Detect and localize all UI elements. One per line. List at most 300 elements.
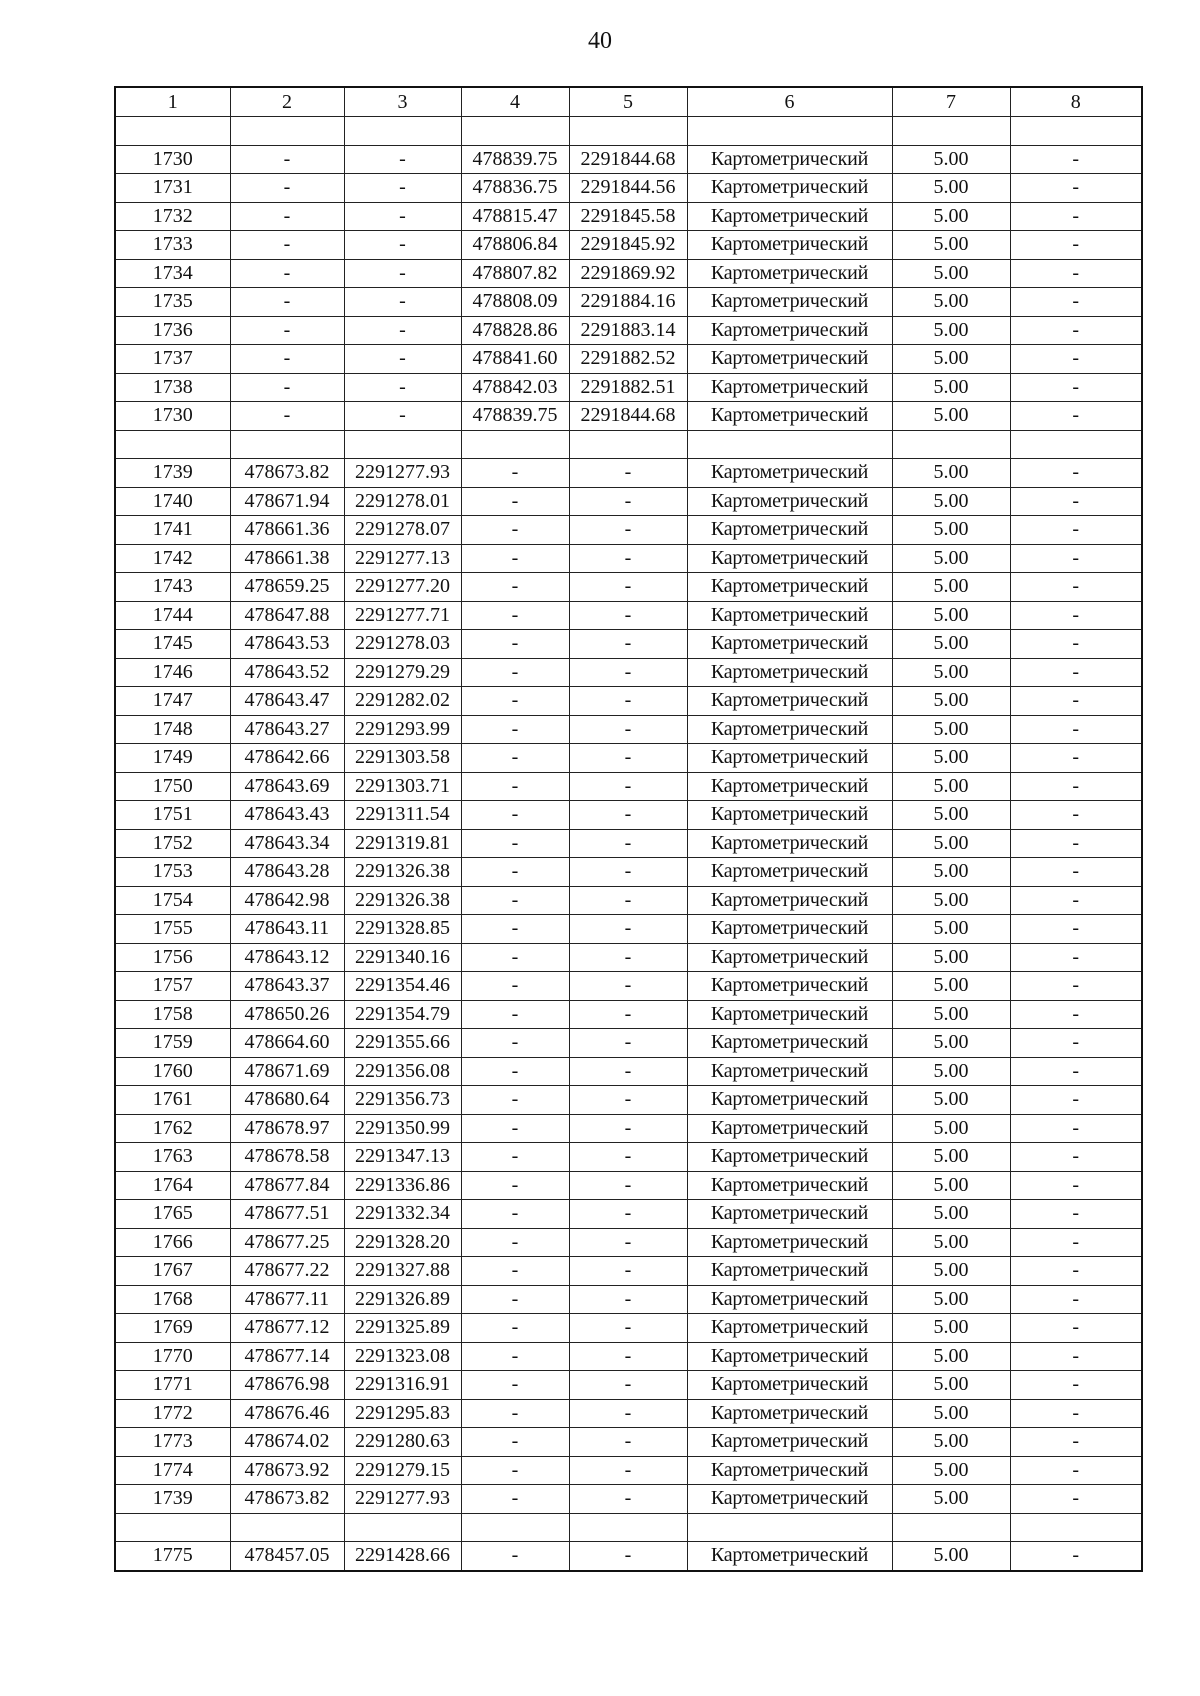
table-cell: 1743 bbox=[115, 573, 230, 602]
table-cell: 1768 bbox=[115, 1285, 230, 1314]
table-cell: 478643.34 bbox=[230, 829, 344, 858]
table-row bbox=[115, 1485, 1142, 1514]
table-cell: 1732 bbox=[115, 202, 230, 231]
table-cell: - bbox=[1010, 1542, 1142, 1571]
table-cell: 478659.25 bbox=[230, 573, 344, 602]
table-cell: 1747 bbox=[115, 687, 230, 716]
empty-cell bbox=[569, 117, 687, 146]
table-cell: 2291319.81 bbox=[344, 829, 461, 858]
table-cell: Картометрический bbox=[687, 1086, 892, 1115]
table-cell: 2291328.20 bbox=[344, 1228, 461, 1257]
table-cell: 2291328.85 bbox=[344, 915, 461, 944]
table-cell: 1758 bbox=[115, 1000, 230, 1029]
table-cell: Картометрический bbox=[687, 544, 892, 573]
table-row bbox=[115, 886, 1142, 915]
table-cell: 5.00 bbox=[892, 516, 1010, 545]
table-cell: 478677.12 bbox=[230, 1314, 344, 1343]
table-cell: 2291295.83 bbox=[344, 1399, 461, 1428]
table-cell: - bbox=[1010, 1029, 1142, 1058]
table-cell: 2291884.16 bbox=[569, 288, 687, 317]
table-cell: - bbox=[569, 487, 687, 516]
table-cell: - bbox=[569, 630, 687, 659]
empty-cell bbox=[230, 1513, 344, 1542]
table-cell: - bbox=[1010, 1371, 1142, 1400]
table-cell: 478677.14 bbox=[230, 1342, 344, 1371]
table-cell: 1769 bbox=[115, 1314, 230, 1343]
table-cell: - bbox=[569, 943, 687, 972]
table-cell: 2291356.73 bbox=[344, 1086, 461, 1115]
table-cell: 2291326.89 bbox=[344, 1285, 461, 1314]
table-cell: 478671.69 bbox=[230, 1057, 344, 1086]
table-cell: 1761 bbox=[115, 1086, 230, 1115]
table-cell: Картометрический bbox=[687, 573, 892, 602]
table-cell: 1737 bbox=[115, 345, 230, 374]
table-cell: - bbox=[461, 715, 569, 744]
table-cell: - bbox=[230, 145, 344, 174]
table-cell: - bbox=[461, 601, 569, 630]
table-cell: - bbox=[1010, 943, 1142, 972]
table-cell: Картометрический bbox=[687, 858, 892, 887]
table-cell: 5.00 bbox=[892, 288, 1010, 317]
empty-cell bbox=[115, 430, 230, 459]
table-cell: Картометрический bbox=[687, 1342, 892, 1371]
table-row bbox=[115, 1314, 1142, 1343]
table-cell: - bbox=[569, 715, 687, 744]
table-cell: 1730 bbox=[115, 145, 230, 174]
table-cell: 478674.02 bbox=[230, 1428, 344, 1457]
table-cell: - bbox=[461, 1200, 569, 1229]
table-cell: Картометрический bbox=[687, 972, 892, 1001]
table-cell: 2291327.88 bbox=[344, 1257, 461, 1286]
table-cell: Картометрический bbox=[687, 915, 892, 944]
table-cell: 5.00 bbox=[892, 943, 1010, 972]
table-row bbox=[115, 630, 1142, 659]
table-row bbox=[115, 1257, 1142, 1286]
column-header: 5 bbox=[569, 87, 687, 117]
table-cell: 2291303.58 bbox=[344, 744, 461, 773]
table-cell: 1731 bbox=[115, 174, 230, 203]
table-cell: - bbox=[1010, 601, 1142, 630]
empty-cell bbox=[569, 1513, 687, 1542]
table-cell: - bbox=[1010, 658, 1142, 687]
table-cell: 2291279.29 bbox=[344, 658, 461, 687]
table-cell: - bbox=[1010, 829, 1142, 858]
table-row bbox=[115, 459, 1142, 488]
table-cell: - bbox=[1010, 487, 1142, 516]
column-header: 7 bbox=[892, 87, 1010, 117]
table-cell: - bbox=[461, 459, 569, 488]
table-cell: Картометрический bbox=[687, 202, 892, 231]
table-cell: - bbox=[461, 886, 569, 915]
table-cell: 5.00 bbox=[892, 1029, 1010, 1058]
table-cell: 478828.86 bbox=[461, 316, 569, 345]
table-cell: 1740 bbox=[115, 487, 230, 516]
table-cell: 1741 bbox=[115, 516, 230, 545]
table-cell: Картометрический bbox=[687, 801, 892, 830]
table-cell: - bbox=[344, 402, 461, 431]
table-cell: 5.00 bbox=[892, 772, 1010, 801]
table-cell: 478806.84 bbox=[461, 231, 569, 260]
table-cell: - bbox=[569, 801, 687, 830]
table-header-row bbox=[115, 87, 1142, 117]
table-row bbox=[115, 715, 1142, 744]
table-row bbox=[115, 1228, 1142, 1257]
table-cell: 1753 bbox=[115, 858, 230, 887]
table-cell: - bbox=[569, 1000, 687, 1029]
table-body bbox=[115, 87, 1142, 1571]
table-row bbox=[115, 915, 1142, 944]
table-cell: 2291326.38 bbox=[344, 886, 461, 915]
table-cell: Картометрический bbox=[687, 1456, 892, 1485]
table-cell: - bbox=[461, 829, 569, 858]
table-cell: Картометрический bbox=[687, 1399, 892, 1428]
table-cell: - bbox=[461, 744, 569, 773]
table-cell: - bbox=[344, 202, 461, 231]
table-cell: Картометрический bbox=[687, 1228, 892, 1257]
table-cell: Картометрический bbox=[687, 145, 892, 174]
table-cell: 478673.82 bbox=[230, 459, 344, 488]
empty-cell bbox=[892, 117, 1010, 146]
table-cell: Картометрический bbox=[687, 601, 892, 630]
table-cell: Картометрический bbox=[687, 1371, 892, 1400]
table-cell: - bbox=[1010, 288, 1142, 317]
table-cell: - bbox=[230, 174, 344, 203]
table-cell: 1739 bbox=[115, 459, 230, 488]
empty-cell bbox=[892, 1513, 1010, 1542]
column-header: 3 bbox=[344, 87, 461, 117]
table-cell: - bbox=[569, 1228, 687, 1257]
table-cell: 2291882.52 bbox=[569, 345, 687, 374]
table-cell: - bbox=[569, 1086, 687, 1115]
table-cell: 5.00 bbox=[892, 1456, 1010, 1485]
table-cell: - bbox=[1010, 259, 1142, 288]
table-cell: - bbox=[569, 858, 687, 887]
table-cell: 5.00 bbox=[892, 687, 1010, 716]
table-cell: - bbox=[461, 772, 569, 801]
table-cell: Картометрический bbox=[687, 1029, 892, 1058]
table-cell: 2291428.66 bbox=[344, 1542, 461, 1571]
table-cell: - bbox=[569, 1428, 687, 1457]
table-cell: - bbox=[1010, 801, 1142, 830]
table-cell: 478661.38 bbox=[230, 544, 344, 573]
table-cell: 478677.22 bbox=[230, 1257, 344, 1286]
table-cell: 2291844.68 bbox=[569, 402, 687, 431]
table-cell: - bbox=[569, 1029, 687, 1058]
table-cell: 2291277.93 bbox=[344, 459, 461, 488]
table-cell: - bbox=[461, 1000, 569, 1029]
table-cell: 2291280.63 bbox=[344, 1428, 461, 1457]
empty-cell bbox=[687, 430, 892, 459]
table-cell: - bbox=[344, 259, 461, 288]
table-cell: - bbox=[1010, 886, 1142, 915]
table-row bbox=[115, 744, 1142, 773]
table-row bbox=[115, 1057, 1142, 1086]
table-cell: 2291340.16 bbox=[344, 943, 461, 972]
table-cell: - bbox=[569, 459, 687, 488]
table-cell: - bbox=[230, 345, 344, 374]
table-row bbox=[115, 1114, 1142, 1143]
table-cell: 2291869.92 bbox=[569, 259, 687, 288]
table-row bbox=[115, 1143, 1142, 1172]
table-cell: - bbox=[1010, 1143, 1142, 1172]
table-cell: - bbox=[1010, 1200, 1142, 1229]
table-cell: Картометрический bbox=[687, 772, 892, 801]
table-cell: 478677.84 bbox=[230, 1171, 344, 1200]
table-cell: 1751 bbox=[115, 801, 230, 830]
table-cell: 5.00 bbox=[892, 630, 1010, 659]
table-cell: - bbox=[569, 1371, 687, 1400]
table-cell: - bbox=[569, 1171, 687, 1200]
table-cell: Картометрический bbox=[687, 1171, 892, 1200]
table-cell: 5.00 bbox=[892, 1428, 1010, 1457]
table-cell: - bbox=[1010, 316, 1142, 345]
table-cell: Картометрический bbox=[687, 886, 892, 915]
table-cell: - bbox=[344, 174, 461, 203]
table-cell: - bbox=[1010, 1456, 1142, 1485]
table-cell: 2291311.54 bbox=[344, 801, 461, 830]
table-cell: 5.00 bbox=[892, 544, 1010, 573]
table-cell: 478671.94 bbox=[230, 487, 344, 516]
table-cell: - bbox=[1010, 687, 1142, 716]
empty-cell bbox=[892, 430, 1010, 459]
table-cell: 2291278.03 bbox=[344, 630, 461, 659]
table-row-separator bbox=[115, 117, 1142, 146]
table-cell: 1766 bbox=[115, 1228, 230, 1257]
table-cell: 2291277.13 bbox=[344, 544, 461, 573]
table-cell: - bbox=[344, 231, 461, 260]
table-cell: - bbox=[1010, 1057, 1142, 1086]
table-cell: 478808.09 bbox=[461, 288, 569, 317]
table-cell: - bbox=[461, 1485, 569, 1514]
table-cell: - bbox=[1010, 744, 1142, 773]
table-cell: - bbox=[1010, 1314, 1142, 1343]
table-cell: - bbox=[1010, 858, 1142, 887]
table-cell: - bbox=[461, 1542, 569, 1571]
table-cell: - bbox=[1010, 1257, 1142, 1286]
table-cell: - bbox=[1010, 972, 1142, 1001]
table-cell: Картометрический bbox=[687, 316, 892, 345]
table-cell: 5.00 bbox=[892, 1371, 1010, 1400]
table-cell: - bbox=[1010, 1428, 1142, 1457]
table-cell: Картометрический bbox=[687, 1285, 892, 1314]
table-cell: - bbox=[344, 288, 461, 317]
table-cell: 478677.25 bbox=[230, 1228, 344, 1257]
table-cell: Картометрический bbox=[687, 174, 892, 203]
table-cell: - bbox=[344, 145, 461, 174]
table-cell: - bbox=[569, 1314, 687, 1343]
table-cell: - bbox=[569, 1399, 687, 1428]
table-cell: 478815.47 bbox=[461, 202, 569, 231]
table-row bbox=[115, 858, 1142, 887]
table-cell: - bbox=[569, 1200, 687, 1229]
table-cell: Картометрический bbox=[687, 288, 892, 317]
table-cell: 5.00 bbox=[892, 202, 1010, 231]
table-cell: 5.00 bbox=[892, 915, 1010, 944]
table-cell: - bbox=[461, 1371, 569, 1400]
table-row bbox=[115, 972, 1142, 1001]
table-cell: Картометрический bbox=[687, 1114, 892, 1143]
table-cell: - bbox=[1010, 231, 1142, 260]
empty-cell bbox=[569, 430, 687, 459]
table-cell: 478643.27 bbox=[230, 715, 344, 744]
table-cell: - bbox=[1010, 145, 1142, 174]
table-cell: - bbox=[1010, 1399, 1142, 1428]
table-cell: 1762 bbox=[115, 1114, 230, 1143]
table-cell: - bbox=[461, 943, 569, 972]
table-cell: 2291347.13 bbox=[344, 1143, 461, 1172]
table-cell: 2291350.99 bbox=[344, 1114, 461, 1143]
table-cell: - bbox=[569, 516, 687, 545]
table-cell: Картометрический bbox=[687, 658, 892, 687]
table-cell: - bbox=[461, 972, 569, 1001]
table-cell: 1771 bbox=[115, 1371, 230, 1400]
table-cell: 478839.75 bbox=[461, 402, 569, 431]
table-cell: - bbox=[1010, 1342, 1142, 1371]
table-cell: 1757 bbox=[115, 972, 230, 1001]
empty-cell bbox=[115, 117, 230, 146]
table-cell: 1764 bbox=[115, 1171, 230, 1200]
empty-cell bbox=[344, 430, 461, 459]
table-cell: - bbox=[1010, 1000, 1142, 1029]
table-cell: - bbox=[569, 829, 687, 858]
table-cell: 1736 bbox=[115, 316, 230, 345]
table-cell: - bbox=[1010, 373, 1142, 402]
table-cell: 1745 bbox=[115, 630, 230, 659]
table-row bbox=[115, 544, 1142, 573]
table-cell: 5.00 bbox=[892, 459, 1010, 488]
table-cell: 5.00 bbox=[892, 858, 1010, 887]
coordinates-table bbox=[114, 86, 1143, 1572]
table-cell: - bbox=[461, 1399, 569, 1428]
table-cell: - bbox=[461, 658, 569, 687]
table-cell: - bbox=[230, 202, 344, 231]
table-cell: 478661.36 bbox=[230, 516, 344, 545]
table-row bbox=[115, 288, 1142, 317]
table-cell: Картометрический bbox=[687, 1143, 892, 1172]
table-cell: 5.00 bbox=[892, 1542, 1010, 1571]
table-row bbox=[115, 259, 1142, 288]
table-cell: 478676.98 bbox=[230, 1371, 344, 1400]
table-row bbox=[115, 1000, 1142, 1029]
table-cell: 2291845.58 bbox=[569, 202, 687, 231]
table-row bbox=[115, 1029, 1142, 1058]
table-cell: 478643.28 bbox=[230, 858, 344, 887]
table-cell: 478841.60 bbox=[461, 345, 569, 374]
table-cell: 478836.75 bbox=[461, 174, 569, 203]
table-row bbox=[115, 516, 1142, 545]
table-cell: 478807.82 bbox=[461, 259, 569, 288]
table-cell: 2291882.51 bbox=[569, 373, 687, 402]
table-cell: 2291316.91 bbox=[344, 1371, 461, 1400]
table-cell: 2291883.14 bbox=[569, 316, 687, 345]
table-cell: - bbox=[569, 744, 687, 773]
table-cell: - bbox=[344, 373, 461, 402]
table-cell: 1733 bbox=[115, 231, 230, 260]
table-cell: 478664.60 bbox=[230, 1029, 344, 1058]
table-cell: - bbox=[461, 1057, 569, 1086]
table-cell: - bbox=[1010, 459, 1142, 488]
table-row bbox=[115, 345, 1142, 374]
table-cell: - bbox=[569, 972, 687, 1001]
table-cell: Картометрический bbox=[687, 516, 892, 545]
table-cell: 1756 bbox=[115, 943, 230, 972]
table-cell: 478650.26 bbox=[230, 1000, 344, 1029]
table-row bbox=[115, 145, 1142, 174]
table-cell: Картометрический bbox=[687, 345, 892, 374]
table-cell: 5.00 bbox=[892, 1057, 1010, 1086]
table-cell: 1730 bbox=[115, 402, 230, 431]
table-cell: - bbox=[461, 915, 569, 944]
table-cell: 5.00 bbox=[892, 1228, 1010, 1257]
table-cell: - bbox=[569, 658, 687, 687]
table-cell: 2291278.07 bbox=[344, 516, 461, 545]
table-cell: - bbox=[569, 1342, 687, 1371]
table-cell: 478643.52 bbox=[230, 658, 344, 687]
table-row bbox=[115, 373, 1142, 402]
empty-cell bbox=[461, 430, 569, 459]
table-cell: - bbox=[461, 1114, 569, 1143]
table-row bbox=[115, 829, 1142, 858]
table-cell: 478678.97 bbox=[230, 1114, 344, 1143]
table-cell: Картометрический bbox=[687, 943, 892, 972]
table-row bbox=[115, 772, 1142, 801]
table-cell: 1773 bbox=[115, 1428, 230, 1457]
table-cell: 478680.64 bbox=[230, 1086, 344, 1115]
table-cell: 2291332.34 bbox=[344, 1200, 461, 1229]
table-cell: 5.00 bbox=[892, 658, 1010, 687]
table-cell: 1746 bbox=[115, 658, 230, 687]
table-cell: - bbox=[1010, 772, 1142, 801]
table-cell: 2291293.99 bbox=[344, 715, 461, 744]
table-cell: Картометрический bbox=[687, 715, 892, 744]
table-cell: 5.00 bbox=[892, 402, 1010, 431]
table-row bbox=[115, 658, 1142, 687]
table-cell: 478673.92 bbox=[230, 1456, 344, 1485]
table-cell: Картометрический bbox=[687, 402, 892, 431]
table-cell: 478643.12 bbox=[230, 943, 344, 972]
table-cell: - bbox=[569, 1114, 687, 1143]
table-cell: - bbox=[569, 1485, 687, 1514]
table-cell: - bbox=[1010, 202, 1142, 231]
table-cell: - bbox=[569, 573, 687, 602]
table-row bbox=[115, 1428, 1142, 1457]
table-cell: 5.00 bbox=[892, 1399, 1010, 1428]
empty-cell bbox=[1010, 1513, 1142, 1542]
table-cell: 5.00 bbox=[892, 829, 1010, 858]
table-cell: - bbox=[569, 1456, 687, 1485]
table-cell: Картометрический bbox=[687, 1000, 892, 1029]
table-row-separator bbox=[115, 430, 1142, 459]
table-row bbox=[115, 1456, 1142, 1485]
table-cell: - bbox=[461, 687, 569, 716]
table-cell: Картометрический bbox=[687, 829, 892, 858]
table-cell: 5.00 bbox=[892, 373, 1010, 402]
table-cell: - bbox=[569, 772, 687, 801]
table-cell: 5.00 bbox=[892, 259, 1010, 288]
table-cell: 5.00 bbox=[892, 715, 1010, 744]
table-cell: 5.00 bbox=[892, 1314, 1010, 1343]
table-cell: 2291844.68 bbox=[569, 145, 687, 174]
table-cell: 2291326.38 bbox=[344, 858, 461, 887]
table-cell: Картометрический bbox=[687, 1485, 892, 1514]
table-cell: - bbox=[230, 259, 344, 288]
table-cell: 5.00 bbox=[892, 1171, 1010, 1200]
table-cell: - bbox=[569, 1542, 687, 1571]
table-cell: Картометрический bbox=[687, 1257, 892, 1286]
table-cell: 2291845.92 bbox=[569, 231, 687, 260]
column-header: 8 bbox=[1010, 87, 1142, 117]
table-cell: 2291278.01 bbox=[344, 487, 461, 516]
